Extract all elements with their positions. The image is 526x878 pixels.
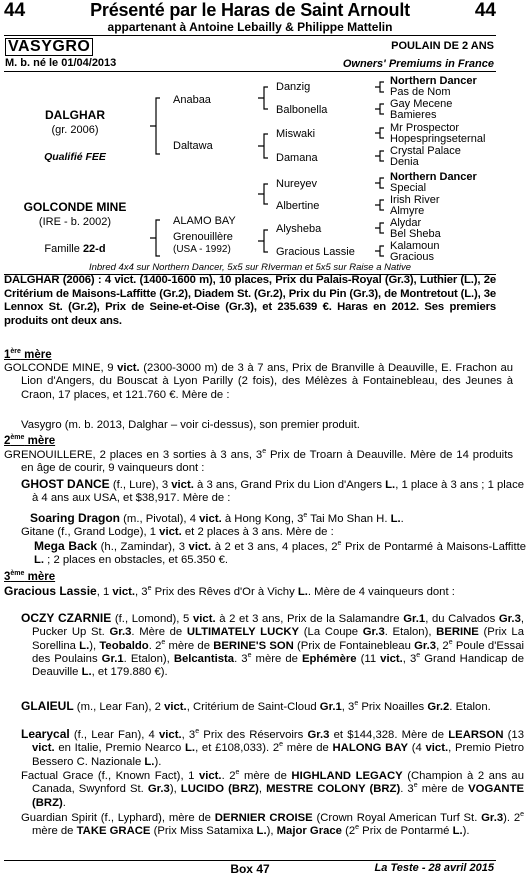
section-first-dam: 1ère mère [4,348,52,361]
gen3-name: Albertine [276,200,320,212]
dam-name: GOLCONDE MINE [23,200,127,214]
inbreeding-note: Inbred 4x4 sur Northern Dancer, 5x5 sur RIverman et 5x5 sur Raise a Native [88,262,412,273]
gen4-name: Kalamoun [390,240,440,252]
gen2-dam-sire: ALAMO BAY [173,215,236,227]
produce-ghost-dance: GHOST DANCE (f., Lure), 3 vict. à 3 ans, Grand Prix du Lion d'Angers L., 1 place à 3 ans ; 1 place à 4 ans aux USA, et $38,917. Mère de : [21,477,525,505]
produce-gitane: Gitane (f., Grand Lodge), 1 vict. et 2 places à 3 ans. Mère de : [21,526,334,538]
gen4-name: Gracious [390,251,435,263]
gen4-name: Alydar [390,217,422,229]
dam-family: Famille 22-d [44,243,106,255]
produce-glaieul: GLAIEUL (m., Lear Fan), 2 vict., Critérium de Saint-Cloud Gr.1, 3e Prix Noailles Gr.2. Etalon. [21,699,491,713]
gen2-dam-dam-info: (USA - 1992) [173,244,231,255]
dam-info: (IRE - b. 2002) [38,216,112,228]
section-second-dam: 2ème mère [4,434,56,447]
gen4-name: Bamieres [390,109,437,121]
header-rule [4,35,496,36]
section-third-dam: 3ème mère [4,570,56,583]
gen2-sire-sire: Anabaa [173,94,211,106]
lot-number-left: 44 [4,0,26,21]
sire-summary: DALGHAR (2006) : 4 vict. (1400-1600 m), 10 places, Prix du Palais-Royal (Gr.3), Luthier (L.), 2e Critérium de Maisons-Laffitte (Gr.2), Diadem St. (Gr.2), Prix du Pin (Gr.3), de Montretout (L.), 3e Lennox St. (Gr.2), Prix de Seine-et-Oise (Gr.3), et 235.639 €. Haras en 2012. Ses premiers produits ont deux ans. [4,274,496,327]
gen4-name: Special [390,182,427,194]
gen3-name: Damana [276,152,318,164]
gen4-name: Mr Prospector [390,122,460,134]
gen2-dam-dam: Grenouillère [173,231,233,243]
horse-name: VASYGRO [5,38,93,56]
sale-place-date: La Teste - 28 avril 2015 [374,862,494,874]
first-dam-text: GOLCONDE MINE, 9 vict. (2300-3000 m) de 3 à 7 ans, Prix de Branville à Deauville, E. Frachon au Lion d'Angers, du Bouscat à Lyon Parilly (2 fois), des Mélèzes à Fontainebleau, des Jeunes à Craon, 17 places, et 121.760 €. Mère de : [4,362,514,401]
gen4-name: Bel Sheba [390,228,441,240]
gen4-name: Denia [390,156,419,168]
horse-birth: M. b. né le 01/04/2013 [5,57,117,69]
produce-oczy-czarnie: OCZY CZARNIE (f., Lomond), 5 vict. à 2 et 3 ans, Prix de la Salamandre Gr.1, du Calvados Gr.3, Pucker Up St. Gr.3. Mère de ULTIMATELY LUCKY (La Coupe Gr.3. Etalon), BERINE (Prix La Sorellina L.), Teobaldo. 2e mère de BERINE'S SON (Prix de Fontainebleau Gr.3, 2e Poule d'Essai des Poulains Gr.1. Etalon), Belcantista. 3e mère de Ephémère (11 vict., 3e Grand Handicap de Deauville L., et 179.880 €). [21,611,525,679]
gen4-name: Gay Mecene [390,98,453,110]
produce-guardian-spirit: Guardian Spirit (f., Lyphard), mère de DERNIER CROISE (Crown Royal American Turf St. Gr.3). 2e mère de TAKE GRACE (Prix Miss Satamixa L.), Major Grace (2e Prix de Pontarmé L.). [21,811,525,838]
gen3-name: Nureyev [276,178,317,190]
first-dam-produce: Vasygro (m. b. 2013, Dalghar – voir ci-dessus), son premier produit. [21,419,360,431]
sire-qualification: Qualifié FEE [44,151,106,163]
gen3-name: Miswaki [276,128,316,140]
gen4-name: Hopespringseternal [390,133,486,145]
produce-soaring-dragon: Soaring Dragon (m., Pivotal), 4 vict. à Hong Kong, 3e Tai Mo Shan H. L.. [30,511,404,525]
gen4-name: Northern Dancer [390,75,477,87]
second-dam-text: GRENOUILLERE, 2 places en 3 sorties à 3 ans, 3e Prix de Troarn à Deauville. Mère de 14 produits en âge de courir, 9 vainqueurs dont : [4,448,513,475]
gen4-name: Almyre [390,205,425,217]
produce-learycal: Learycal (f., Lear Fan), 4 vict., 3e Prix des Réservoirs Gr.3 et $144,328. Mère de LEARSON (13 vict. en Italie, Premio Nearco L., et £108,033). 2e mère de HALONG BAY (4 vict., Premio Pietro Bessero C. Nazionale L.). [21,727,524,768]
gen3-name: Alysheba [276,223,322,235]
gen3-name: Gracious Lassie [276,246,355,258]
produce-factual-grace: Factual Grace (f., Known Fact), 1 vict.. 2e mère de HIGHLAND LEGACY (Champion à 2 ans au Canada, Swynford St. Gr.3), LUCIDO (BRZ), MESTRE COLONY (BRZ). 3e mère de VOGANTE (BRZ). [21,769,525,809]
lot-number-right: 44 [474,0,496,21]
gen4-name: Crystal Palace [390,145,461,157]
pedigree-table [0,72,500,267]
gen2-sire-dam: Daltawa [173,140,213,152]
premium-note: Owners' Premiums in France [342,58,494,70]
produce-mega-back: Mega Back (h., Zamindar), 3 vict. à 2 et 3 ans, 4 places, 2e Prix de Pontarmé à Maisons-Laffitte L. ; 2 places en obstacles, et 65.350 €. [34,539,526,567]
gen3-name: Danzig [276,81,311,93]
third-dam-text: Gracious Lassie, 1 vict., 3e Prix des Rêves d'Or à Vichy L.. Mère de 4 vainqueurs dont : [4,584,455,598]
gen4-name: Northern Dancer [390,171,477,183]
box-number: Box 47 [230,862,270,876]
page-header [0,0,500,34]
page-title: Présenté par le Haras de Saint Arnoult [90,0,410,20]
horse-sex: POULAIN DE 2 ANS [391,40,494,52]
gen3-name: Balbonella [276,104,328,116]
sire-name: DALGHAR [45,108,105,122]
footer-rule [4,860,496,861]
gen4-name: Irish River [390,194,440,206]
sire-info: (gr. 2006) [51,124,99,136]
gen4-name: Pas de Nom [390,86,451,98]
owner-line: appartenant à Antoine Lebailly & Philippe Mattelin [107,20,393,34]
